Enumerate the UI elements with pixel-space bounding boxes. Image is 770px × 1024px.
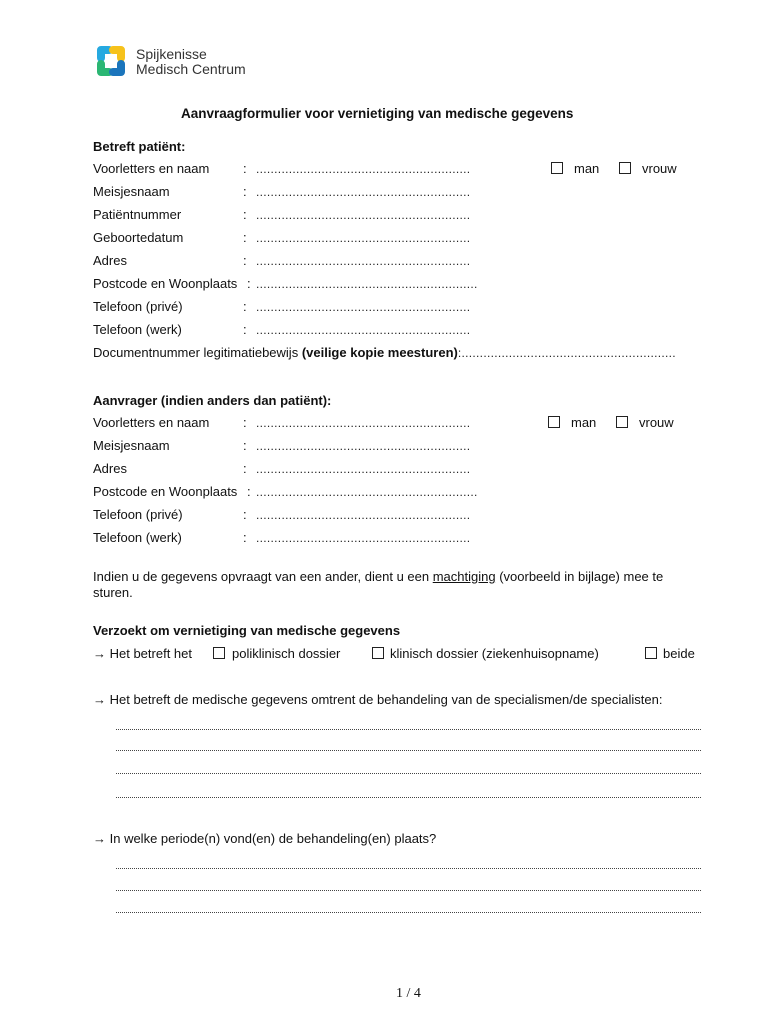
patient-field-birthdate[interactable]: ........................................................... xyxy=(256,231,471,245)
clinical-dossier-label: klinisch dossier (ziekenhuisopname) xyxy=(390,646,599,661)
applicant-sep-address: : xyxy=(243,461,247,476)
org-name-line1: Spijkenisse xyxy=(136,46,207,62)
applicant-label-phone-work: Telefoon (werk) xyxy=(93,530,182,545)
applicant-sep-phone-work: : xyxy=(243,530,247,545)
patient-field-phone-private[interactable]: ........................................................... xyxy=(256,300,471,314)
page-number: 1 / 4 xyxy=(396,986,421,1001)
applicant-label-phone-private: Telefoon (privé) xyxy=(93,507,183,522)
patient-field-maiden[interactable]: ........................................................... xyxy=(256,185,471,199)
period-answer-line[interactable] xyxy=(116,912,701,913)
applicant-field-address[interactable]: ........................................................... xyxy=(256,462,471,476)
period-answer-line[interactable] xyxy=(116,890,701,891)
applicant-field-name[interactable]: ........................................................... xyxy=(256,416,471,430)
applicant-heading: Aanvrager (indien anders dan patiënt): xyxy=(93,393,332,408)
specialism-answer-line[interactable] xyxy=(116,773,701,774)
patient-heading: Betreft patiënt: xyxy=(93,139,186,154)
patient-man-label: man xyxy=(574,161,600,176)
applicant-vrouw-checkbox[interactable] xyxy=(616,416,628,428)
patient-label-name: Voorletters en naam xyxy=(93,161,210,176)
patient-field-number[interactable]: ........................................................... xyxy=(256,208,471,222)
patient-sep-maiden: : xyxy=(243,184,247,199)
clinical-dossier-checkbox[interactable] xyxy=(372,647,384,659)
applicant-sep-maiden: : xyxy=(243,438,247,453)
patient-vrouw-label: vrouw xyxy=(642,161,677,176)
notice-text-part1: Indien u de gegevens opvraagt van een ander, dient u een xyxy=(93,569,433,584)
org-name-line2: Medisch Centrum xyxy=(136,61,246,77)
patient-sep-postcode: : xyxy=(247,276,251,291)
applicant-field-postcode[interactable]: ............................................................. xyxy=(256,485,478,499)
patient-field-name[interactable]: ........................................................... xyxy=(256,162,471,176)
patient-sep-phone-private: : xyxy=(243,299,247,314)
both-dossier-checkbox[interactable] xyxy=(645,647,657,659)
applicant-sep-name: : xyxy=(243,415,247,430)
document-number-note: (veilige kopie meesturen) xyxy=(301,345,458,360)
patient-label-maiden: Meisjesnaam xyxy=(93,184,170,199)
patient-label-number: Patiëntnummer xyxy=(93,207,182,222)
patient-field-address[interactable]: ........................................................... xyxy=(256,254,471,268)
dossier-type-prefix: → Het betreft het xyxy=(93,646,192,661)
applicant-label-name: Voorletters en naam xyxy=(93,415,210,430)
specialism-answer-line[interactable] xyxy=(116,729,701,730)
patient-label-phone-work: Telefoon (werk) xyxy=(93,322,182,337)
applicant-sep-postcode: : xyxy=(247,484,251,499)
authorization-link[interactable]: machtiging xyxy=(432,569,496,584)
patient-sep-birthdate: : xyxy=(243,230,247,245)
specialism-answer-line[interactable] xyxy=(116,750,701,751)
patient-man-checkbox[interactable] xyxy=(551,162,563,174)
outpatient-dossier-label: poliklinisch dossier xyxy=(232,646,341,661)
patient-sep-number: : xyxy=(243,207,247,222)
specialism-answer-line[interactable] xyxy=(116,797,701,798)
patient-sep-phone-work: : xyxy=(243,322,247,337)
applicant-sep-phone-private: : xyxy=(243,507,247,522)
applicant-field-maiden[interactable]: ........................................................... xyxy=(256,439,471,453)
document-number-field[interactable]: :........................................................... xyxy=(457,346,676,360)
applicant-field-phone-private[interactable]: ........................................................... xyxy=(256,508,471,522)
period-question: → In welke periode(n) vond(en) de behandeling(en) plaats? xyxy=(93,831,437,846)
patient-label-address: Adres xyxy=(93,253,127,268)
patient-sep-name: : xyxy=(243,161,247,176)
applicant-label-address: Adres xyxy=(93,461,127,476)
applicant-field-phone-work[interactable]: ........................................................... xyxy=(256,531,471,545)
logo xyxy=(92,44,262,82)
page-title: Aanvraagformulier voor vernietiging van medische gegevens xyxy=(181,106,574,121)
logo-mark-icon xyxy=(92,44,130,80)
patient-sep-address: : xyxy=(243,253,247,268)
both-dossier-label: beide xyxy=(663,646,695,661)
period-answer-line[interactable] xyxy=(116,868,701,869)
patient-vrouw-checkbox[interactable] xyxy=(619,162,631,174)
outpatient-dossier-checkbox[interactable] xyxy=(213,647,225,659)
document-number-row xyxy=(93,345,676,361)
applicant-vrouw-label: vrouw xyxy=(639,415,674,430)
notice-text-line2: sturen. xyxy=(93,585,133,600)
applicant-man-checkbox[interactable] xyxy=(548,416,560,428)
patient-label-postcode: Postcode en Woonplaats xyxy=(93,276,238,291)
document-number-label: Documentnummer legitimatiebewijs xyxy=(93,345,302,360)
applicant-label-postcode: Postcode en Woonplaats xyxy=(93,484,238,499)
specialism-question: → Het betreft de medische gegevens omtrent de behandeling van de specialismen/de specialisten: xyxy=(93,692,663,707)
patient-field-phone-work[interactable]: ........................................................... xyxy=(256,323,471,337)
applicant-label-maiden: Meisjesnaam xyxy=(93,438,170,453)
notice-text-part2: (voorbeeld in bijlage) mee te xyxy=(495,569,664,584)
authorization-notice xyxy=(93,569,663,585)
request-heading: Verzoekt om vernietiging van medische gegevens xyxy=(93,623,401,638)
applicant-man-label: man xyxy=(571,415,597,430)
patient-label-phone-private: Telefoon (privé) xyxy=(93,299,183,314)
patient-label-birthdate: Geboortedatum xyxy=(93,230,184,245)
patient-field-postcode[interactable]: ............................................................. xyxy=(256,277,478,291)
